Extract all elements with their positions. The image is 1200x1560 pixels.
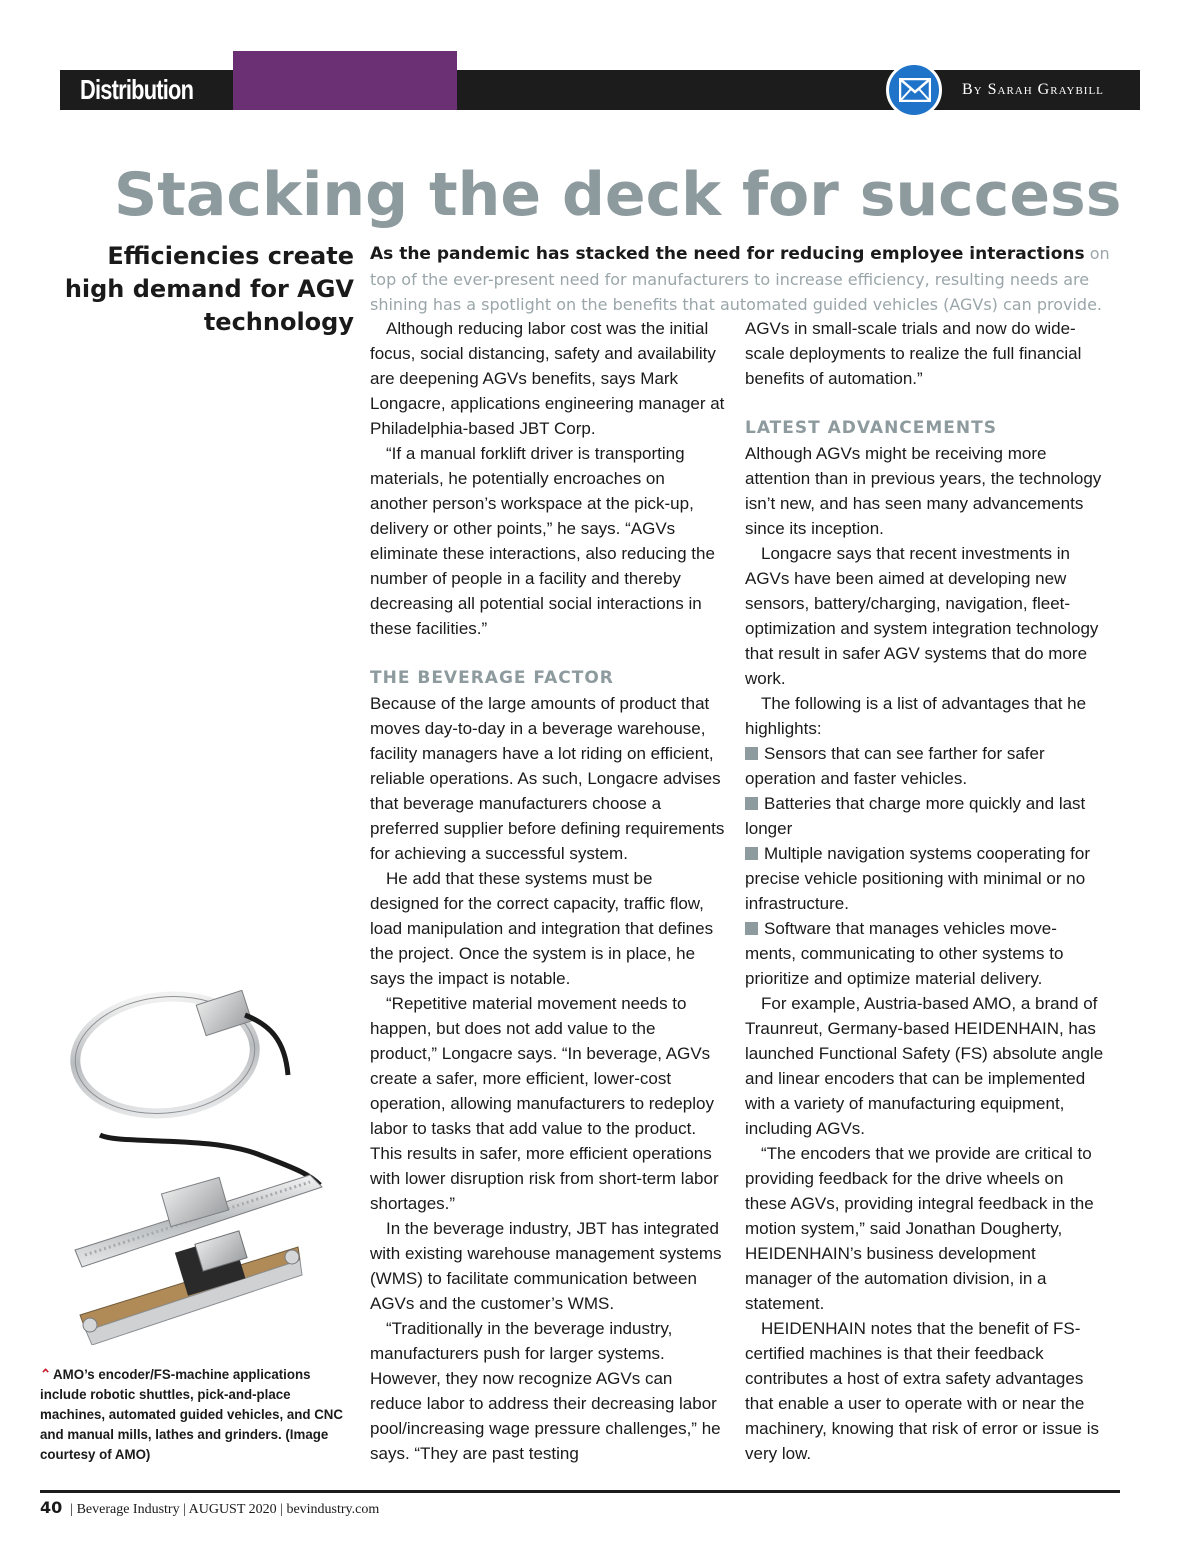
section-heading-beverage-factor: THE BEVERAGE FACTOR [370,668,614,688]
paragraph: “If a manual forklift driver is transporting materials, he potentially encroaches on another person’s workspace at the pick-up, delivery or other points,” he says. “AGVs eliminate these interactions, also reducing the number of people in a facility and thereby decreasing all potential social interactions in these facilities.” [370,444,715,638]
paragraph: Although reducing labor cost was the initial focus, social distancing, safety and availability are deepening AGVs benefits, says Mark Longacre, applications engineering manager at Philadelphia-based JBT Corp. [370,319,725,438]
deck-body: on top of the ever-present need for manufacturers to increase efficiency, resulting needs are shining has a spotlight on the benefits that automated guided vehicles (AGVs) can provide. [370,244,1110,314]
paragraph: “Repetitive material movement needs to happen, but does not add value to the product,” Longacre says. “In beverage, AGVs create a safer, more efficient, lower-cost operation, allowing manufacturers to redeploy labor to tasks that add value to the product. This results in safer, more efficient operations with lower disruption risk from short-term labor shortages.” [370,994,719,1213]
paragraph: For example, Austria-based AMO, a brand of Traunreut, Germany-based HEIDENHAIN, has launched Functional Safety (FS) absolute angle and linear encoders that can be implemented with a variety of manufacturing equipment, including AGVs. [745,994,1104,1138]
section-heading-latest-advancements: LATEST ADVANCEMENTS [745,418,997,438]
photo-caption [40,1364,344,1464]
article-deck [370,241,1110,317]
paragraph: He add that these systems must be designed for the correct capacity, traffic flow, load manipulation and integration that defines the project. Once the system is in place, he says the impact is notable. [370,869,714,988]
section-label: Distribution [80,74,194,105]
list-item-text: Sensors that can see farther for safer operation and faster vehicles. [745,744,1045,788]
square-bullet-icon [745,922,758,935]
list-item [745,841,1105,916]
footer-text: | Beverage Industry | AUGUST 2020 | bevindustry.com [70,1502,380,1517]
list-item [745,791,1105,841]
square-bullet-icon [745,797,758,810]
square-bullet-icon [745,747,758,760]
list-item-text: Software that manages vehicles move-ments, communicating to other systems to prioritize and optimize material delivery. [745,919,1064,988]
header-accent-block [233,51,457,110]
article-subtitle: Efficiencies create high demand for AGV technology [64,242,354,336]
encoder-product-photo [60,985,350,1345]
footer-rule [40,1490,1120,1493]
byline: By Sarah Graybill [962,81,1104,98]
page-footer [40,1498,379,1518]
paragraph: The following is a list of advantages that he highlights: [745,694,1087,738]
paragraph: HEIDENHAIN notes that the benefit of FS-certified machines is that their feedback contributes a host of extra safety advantages that enable a user to operate with or near the machinery, knowing that risk of error or issue is very low. [745,1319,1099,1463]
article-title: Stacking the deck for success [114,160,1122,230]
page-number: 40 [40,1498,63,1517]
square-bullet-icon [745,847,758,860]
deck-lead: As the pandemic has stacked the need for reducing employee interactions [370,244,1085,264]
paragraph: Because of the large amounts of product that moves day-to-day in a beverage warehouse, facility managers have a lot riding on efficient, reliable operations. As such, Longacre advises that beverage manufacturers choose a preferred supplier before defining requirements for achieving a successful system. [370,694,725,863]
paragraph: “Traditionally in the beverage industry, manufacturers push for larger systems. However, they now recognize AGVs can reduce labor to address their decreasing labor pool/increasing wage pressure challenges,” he says. “They are past testing [370,1319,721,1463]
list-item [745,916,1105,991]
paragraph: Longacre says that recent investments in AGVs have been aimed at developing new sensors, battery/charging, navigation, fleet-optimization and system integration technology that result in safer AGV systems that do more work. [745,544,1099,688]
list-item [745,741,1105,791]
paragraph: “The encoders that we provide are critical to providing feedback for the drive wheels on these AGVs, providing integral feedback in the motion system,” said Jonathan Dougherty, HEIDENHAIN’s business development manager of the automation division, in a statement. [745,1144,1094,1313]
paragraph: Although AGVs might be receiving more attention than in previous years, the technology isn’t new, and has seen many advancements since its inception. [745,444,1102,538]
paragraph: AGVs in small-scale trials and now do wide-scale deployments to realize the full financial benefits of automation.” [745,319,1082,388]
list-item-text: Multiple navigation systems cooperating for precise vehicle positioning with minimal or no infrastructure. [745,844,1090,913]
article-column-1 [370,316,726,1466]
paragraph: In the beverage industry, JBT has integrated with existing warehouse management systems (WMS) to facilitate communication between AGVs and the customer’s WMS. [370,1219,722,1313]
list-item-text: Batteries that charge more quickly and last longer [745,794,1086,838]
article-column-2 [745,316,1105,1466]
envelope-icon[interactable] [886,62,942,118]
caption-text: AMO’s encoder/FS-machine applications include robotic shuttles, pick-and-place machines, automated guided vehicles, and CNC and manual mills, lathes and grinders. (Image courtesy of AMO) [40,1366,344,1462]
caret-up-icon: ⌃ [40,1366,52,1382]
envelope-icon-graphic [899,78,931,102]
